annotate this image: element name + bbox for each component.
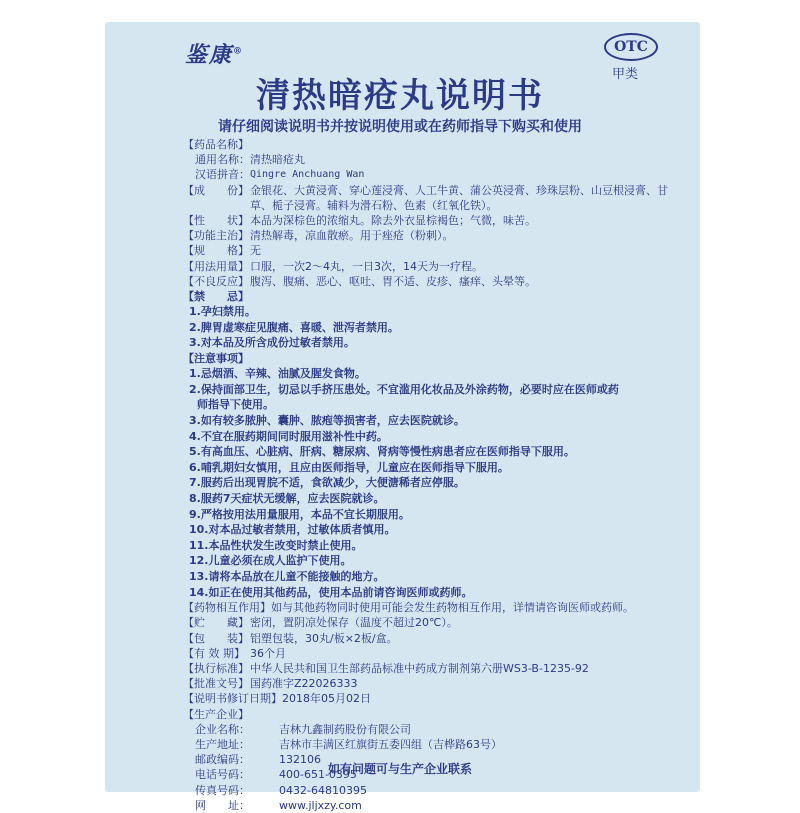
list-item: 2.脾胃虚寒症见腹痛、喜暖、泄泻者禁用。 xyxy=(189,320,399,334)
company-label: 传真号码： xyxy=(195,783,250,797)
company-label: 企业名称： xyxy=(195,722,250,736)
otc-badge: OTC xyxy=(604,33,658,61)
brand-logo: 鉴康® xyxy=(185,42,245,68)
page-subtitle: 请仔细阅读说明书并按说明使用或在药师指导下购买和使用 xyxy=(218,119,582,135)
field-row xyxy=(183,631,673,646)
company-value: 吉林九鑫制药股份有限公司 xyxy=(279,722,411,736)
list-item: 10.对本品过敏者禁用，过敏体质者慎用。 xyxy=(189,523,396,537)
list-item: 13.请将本品放在儿童不能接触的地方。 xyxy=(189,569,385,583)
list-item: 3.如有较多脓肿、囊肿、脓疱等损害者，应去医院就诊。 xyxy=(189,414,465,427)
field-label: 【执行标准】 xyxy=(183,661,249,675)
list-item: 14.如正在使用其他药品，使用本品前请咨询医师或药师。 xyxy=(189,585,473,599)
field-row xyxy=(183,676,673,691)
list-item: 2.保持面部卫生，切忌以手挤压患处。不宜滥用化妆品及外涂药物，必要时应在医师或药 xyxy=(189,382,619,396)
field-value: 清热解毒，凉血散瘀。用于痤疮（粉刺）。 xyxy=(250,229,454,243)
list-item: 5.有高血压、心脏病、肝病、糖尿病、肾病等慢性病患者应在医师指导下服用。 xyxy=(189,445,575,459)
field-label: 【性 状】 xyxy=(183,214,249,228)
company-value: 0432-64810395 xyxy=(279,783,367,797)
generic-name-label: 通用名称： xyxy=(195,153,250,167)
field-label: 【批准文号】 xyxy=(183,677,249,691)
company-label: 网 址： xyxy=(195,798,250,812)
list-item: 4.不宜在服药期间同时服用滋补性中药。 xyxy=(189,429,388,443)
field-label: 【说明书修订日期】 xyxy=(183,692,282,706)
field-value: 口服，一次2～4丸，一日3次，14天为一疗程。 xyxy=(250,259,483,273)
field-label: 【成 份】 xyxy=(183,183,249,197)
field-row xyxy=(183,213,673,228)
company-label: 邮政编码： xyxy=(195,753,250,767)
company-row xyxy=(183,722,673,737)
field-row xyxy=(183,243,673,258)
generic-name-row xyxy=(183,152,673,167)
field-label: 【包 装】 xyxy=(183,631,249,645)
company-row xyxy=(183,783,673,798)
list-item: 9.严格按用法用量服用，本品不宜长期服用。 xyxy=(189,507,410,521)
company-row xyxy=(183,798,673,813)
field-row xyxy=(183,661,673,676)
field-row xyxy=(183,259,673,274)
field-label: 【药物相互作用】 xyxy=(183,601,271,615)
field-row xyxy=(183,691,673,706)
field-row xyxy=(183,183,673,213)
field-value: 铝塑包装，30丸/板×2板/盒。 xyxy=(250,631,398,645)
field-value: 腹泻、腹痛、恶心、呕吐、胃不适、皮疹、瘙痒、头晕等。 xyxy=(250,274,536,288)
list-item: 1.孕妇禁用。 xyxy=(189,305,256,319)
field-value: 密闭，置阴凉处保存（温度不超过20℃）。 xyxy=(250,616,458,630)
field-row xyxy=(183,600,673,615)
field-value: 国药准字Z22026333 xyxy=(250,677,358,691)
drug-name-heading: 【药品名称】 xyxy=(183,138,249,151)
field-label: 【有 效 期】 xyxy=(183,646,245,660)
field-label: 【不良反应】 xyxy=(183,274,249,288)
field-label: 【规 格】 xyxy=(183,244,249,258)
field-value: 金银花、大黄浸膏、穿心莲浸膏、人工牛黄、蒲公英浸膏、珍珠层粉、山豆根浸膏、甘草、栀子浸膏。辅料为滑石粉、色素（红氧化铁）。 xyxy=(250,183,668,212)
field-value: 36个月 xyxy=(250,646,286,660)
list-item: 11.本品性状发生改变时禁止使用。 xyxy=(189,538,363,552)
contraindications-heading: 【禁 忌】 xyxy=(183,290,249,304)
field-label: 【用法用量】 xyxy=(183,259,249,273)
company-website: www.jljxzy.com xyxy=(279,798,362,812)
list-item: 7.服药后出现胃脘不适，食欲减少，大便溏稀者应停服。 xyxy=(189,476,465,490)
pinyin-value: Qingre Anchuang Wan xyxy=(250,169,365,181)
company-value: 吉林市丰满区红旗街五委四组（吉桦路63号） xyxy=(279,737,502,751)
otc-class-label: 甲类 xyxy=(612,67,639,82)
field-label: 【贮 藏】 xyxy=(183,616,249,630)
company-label: 电话号码： xyxy=(195,768,250,782)
field-row xyxy=(183,274,673,289)
field-row xyxy=(183,228,673,243)
company-label: 生产地址： xyxy=(195,737,250,751)
field-row xyxy=(183,646,673,661)
precautions-heading: 【注意事项】 xyxy=(183,352,249,366)
list-item: 8.服药7天症状无缓解，应去医院就诊。 xyxy=(189,491,385,505)
field-value: 本品为深棕色的浓缩丸。除去外衣显棕褐色；气微，味苦。 xyxy=(250,214,536,228)
field-value: 中华人民共和国卫生部药品标准中药成方制剂第六册WS3-B-1235-92 xyxy=(250,661,589,675)
pinyin-label: 汉语拼音： xyxy=(195,168,250,182)
footer-note: 如有问题可与生产企业联系 xyxy=(327,762,472,776)
company-heading: 【生产企业】 xyxy=(183,707,249,721)
field-row xyxy=(183,615,673,630)
company-value: 400-651-0395 xyxy=(279,768,357,782)
field-value: 无 xyxy=(250,244,261,258)
leaflet-content xyxy=(183,137,673,813)
field-label: 【功能主治】 xyxy=(183,229,249,243)
generic-name-value: 清热暗疮丸 xyxy=(250,153,305,167)
company-row xyxy=(183,737,673,752)
field-value: 2018年05月02日 xyxy=(282,692,371,706)
page-title: 清热暗疮丸说明书 xyxy=(256,76,544,116)
company-value: 132106 xyxy=(279,753,321,767)
list-item: 3.对本品及所含成份过敏者禁用。 xyxy=(189,336,355,350)
field-value: 如与其他药物同时使用可能会发生药物相互作用，详情请咨询医师或药师。 xyxy=(271,601,634,615)
pinyin-row xyxy=(183,167,673,182)
list-item: 6.哺乳期妇女慎用，且应由医师指导，儿童应在医师指导下服用。 xyxy=(189,460,509,474)
list-item: 1.忌烟酒、辛辣、油腻及腥发食物。 xyxy=(189,367,366,381)
list-item-continued: 师指导下使用。 xyxy=(197,398,274,412)
list-item: 12.儿童必须在成人监护下使用。 xyxy=(189,554,352,568)
